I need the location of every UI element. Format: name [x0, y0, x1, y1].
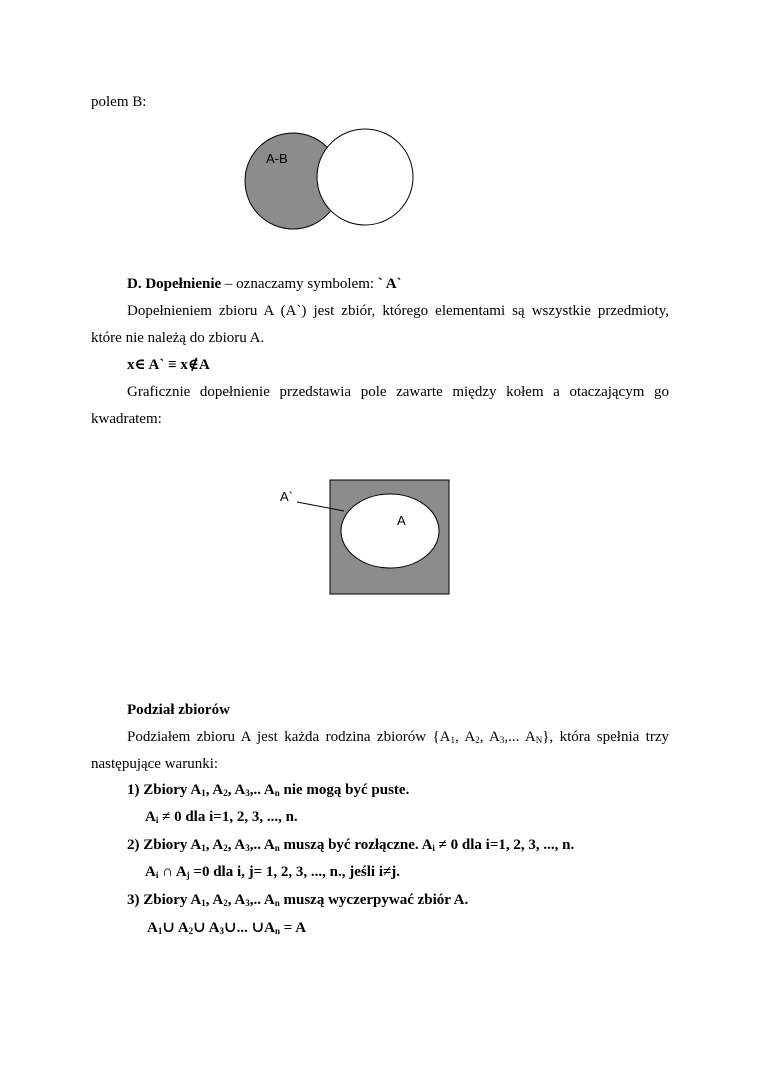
set-a-ellipse — [341, 494, 439, 568]
cond3-suffix: muszą wyczerpywać zbiór A. — [279, 892, 469, 908]
partition-heading: Podział zbiorów — [127, 702, 230, 718]
intro-line: polem B: — [91, 94, 147, 110]
condition-3-formula — [147, 919, 306, 937]
section-d-heading-rest: – oznaczamy symbolem: — [221, 276, 378, 292]
cond3-sub-3: 3 — [245, 898, 250, 908]
cond3-sub-2: 2 — [223, 898, 228, 908]
intro-text-d: ,... A — [504, 729, 536, 745]
label-complement: A` — [280, 489, 293, 504]
condition-2-formula — [145, 863, 400, 881]
venn-diagram — [245, 129, 413, 229]
intro-text-a: Podziałem zbioru A jest każda rodzina zbiorów {A — [127, 729, 451, 745]
set-b-circle — [317, 129, 413, 225]
cond2-formula-a: A — [145, 864, 156, 880]
cond3-sub-n: n — [274, 898, 280, 908]
cond2-sep-b: , A — [227, 837, 246, 853]
cond2-sub-1: 1 — [201, 843, 206, 853]
cond1-sub-n: n — [274, 788, 280, 798]
graphic-line-1: Graficznie dopełnienie przedstawia pole zawarte między kołem a otaczającym go — [127, 384, 669, 400]
cond3-prefix: 3) Zbiory A — [127, 892, 202, 908]
intro-text-c: , A — [479, 729, 500, 745]
cond2-suffix: muszą być rozłączne. — [279, 837, 419, 853]
section-d-title: D. Dopełnienie — [127, 276, 222, 292]
definition-line-2: które nie należą do zbioru A. — [91, 330, 265, 346]
sub-N: N — [535, 735, 543, 745]
cond1-formula-a: A — [145, 809, 156, 825]
complement-formula: x∈ A` ≡ x∉A — [127, 357, 210, 373]
cond3-formula-sub-1: 1 — [157, 926, 163, 936]
cond2-formula-rest: =0 dla i, j= 1, 2, 3, ..., n., jeśli i≠j. — [189, 864, 400, 880]
cond1-prefix: 1) Zbiory A — [127, 782, 202, 798]
intro-text-b: , A — [455, 729, 476, 745]
cond3-formula-union-2: ∪ A — [193, 920, 220, 936]
partition-intro-line-1 — [127, 728, 669, 746]
cond1-sep-b: , A — [227, 782, 246, 798]
cond1-sub-3: 3 — [245, 788, 250, 798]
cond2-sep-a: , A — [205, 837, 224, 853]
cond2-sub-n: n — [274, 843, 280, 853]
cond1-sub-1: 1 — [201, 788, 206, 798]
cond2-list-end: ,.. A — [249, 837, 275, 853]
cond3-formula-sub-3: 3 — [219, 926, 224, 936]
cond2-extra-sub-i: i — [432, 843, 435, 853]
cond2-extra-rest: ≠ 0 dla i=1, 2, 3, ..., n. — [434, 837, 575, 853]
cond2-formula-mid: ∩ A — [158, 864, 187, 880]
cond3-formula-sub-2: 2 — [188, 926, 194, 936]
cond1-sep-a: , A — [205, 782, 224, 798]
definition-line-1: Dopełnieniem zbioru A (A`) jest zbiór, którego elementami są wszystkie przedmioty, — [127, 303, 669, 319]
sub-2: 2 — [475, 735, 480, 745]
cond3-formula-end: = A — [280, 920, 307, 936]
complement-symbol: ` A` — [377, 276, 402, 292]
label-a-minus-b: A-B — [266, 151, 288, 166]
cond3-sep-b: , A — [227, 892, 246, 908]
cond2-prefix: 2) Zbiory A — [127, 837, 202, 853]
cond3-formula-sub-n: n — [274, 926, 280, 936]
condition-3 — [127, 891, 468, 909]
cond3-sep-a: , A — [205, 892, 224, 908]
condition-1-formula — [145, 808, 298, 826]
cond2-sub-3: 3 — [245, 843, 250, 853]
cond1-list-end: ,.. A — [249, 782, 275, 798]
intro-text-e: }, która spełnia trzy — [542, 729, 669, 745]
partition-intro-line-2: następujące warunki: — [91, 756, 219, 772]
cond1-sub-2: 2 — [223, 788, 228, 798]
condition-2 — [127, 836, 574, 854]
cond3-formula-union-1: ∪ A — [162, 920, 189, 936]
cond2-formula-sub-j: j — [186, 870, 190, 880]
condition-1 — [127, 781, 409, 799]
cond1-formula-sub-i: i — [155, 815, 159, 825]
cond2-sub-2: 2 — [223, 843, 228, 853]
sub-1: 1 — [450, 735, 456, 745]
cond1-suffix: nie mogą być puste. — [279, 782, 410, 798]
graphic-line-2: kwadratem: — [91, 411, 162, 427]
cond3-sub-1: 1 — [201, 898, 206, 908]
label-set-a: A — [397, 513, 406, 528]
section-d-heading — [127, 275, 402, 293]
cond2-formula-sub-i: i — [155, 870, 159, 880]
sub-3: 3 — [499, 735, 505, 745]
cond3-formula-dots: ∪... ∪A — [224, 920, 275, 936]
cond3-formula-a: A — [147, 920, 158, 936]
cond3-list-end: ,.. A — [249, 892, 275, 908]
complement-diagram — [280, 480, 449, 594]
cond2-extra-a: A — [421, 837, 433, 853]
cond1-formula-rest: ≠ 0 dla i=1, 2, 3, ..., n. — [158, 809, 298, 825]
